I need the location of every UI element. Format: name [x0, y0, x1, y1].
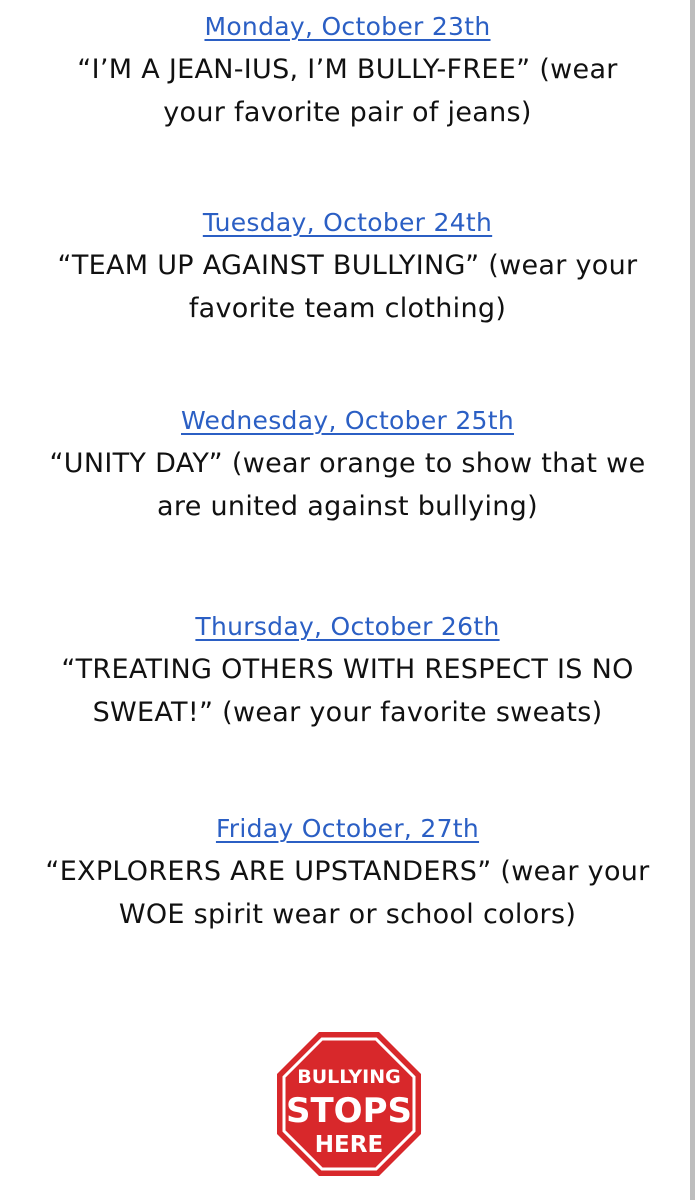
theme-description-monday: “I’M A JEAN-IUS, I’M BULLY-FREE” (wear your favorite pair of jeans) — [77, 54, 618, 128]
logo-text-line3: HERE — [314, 1132, 384, 1158]
day-monday — [0, 10, 695, 134]
page-edge — [690, 0, 695, 1200]
date-link-wednesday[interactable]: Wednesday, October 25th — [181, 406, 514, 435]
theme-description-wednesday: “UNITY DAY” (wear orange to show that we are united against bullying) — [49, 448, 646, 522]
date-link-tuesday[interactable]: Tuesday, October 24th — [202, 208, 493, 237]
theme-description-friday: “EXPLORERS ARE UPSTANDERS” (wear your WOE spirit wear or school colors) — [45, 856, 650, 930]
date-link-thursday[interactable]: Thursday, October 26th — [195, 612, 500, 641]
day-wednesday — [0, 404, 695, 528]
day-thursday — [0, 610, 695, 734]
logo-text-line2: STOPS — [286, 1091, 412, 1131]
bullying-stops-here-logo — [273, 1028, 425, 1180]
day-tuesday — [0, 206, 695, 330]
logo-text-line1: BULLYING — [297, 1066, 401, 1088]
theme-description-thursday: “TREATING OTHERS WITH RESPECT IS NO SWEAT!” (wear your favorite sweats) — [61, 654, 634, 728]
theme-description-tuesday: “TEAM UP AGAINST BULLYING” (wear your favorite team clothing) — [57, 250, 638, 324]
date-link-friday[interactable]: Friday October, 27th — [215, 814, 480, 843]
date-link-monday[interactable]: Monday, October 23th — [204, 12, 491, 41]
day-friday — [0, 812, 695, 936]
